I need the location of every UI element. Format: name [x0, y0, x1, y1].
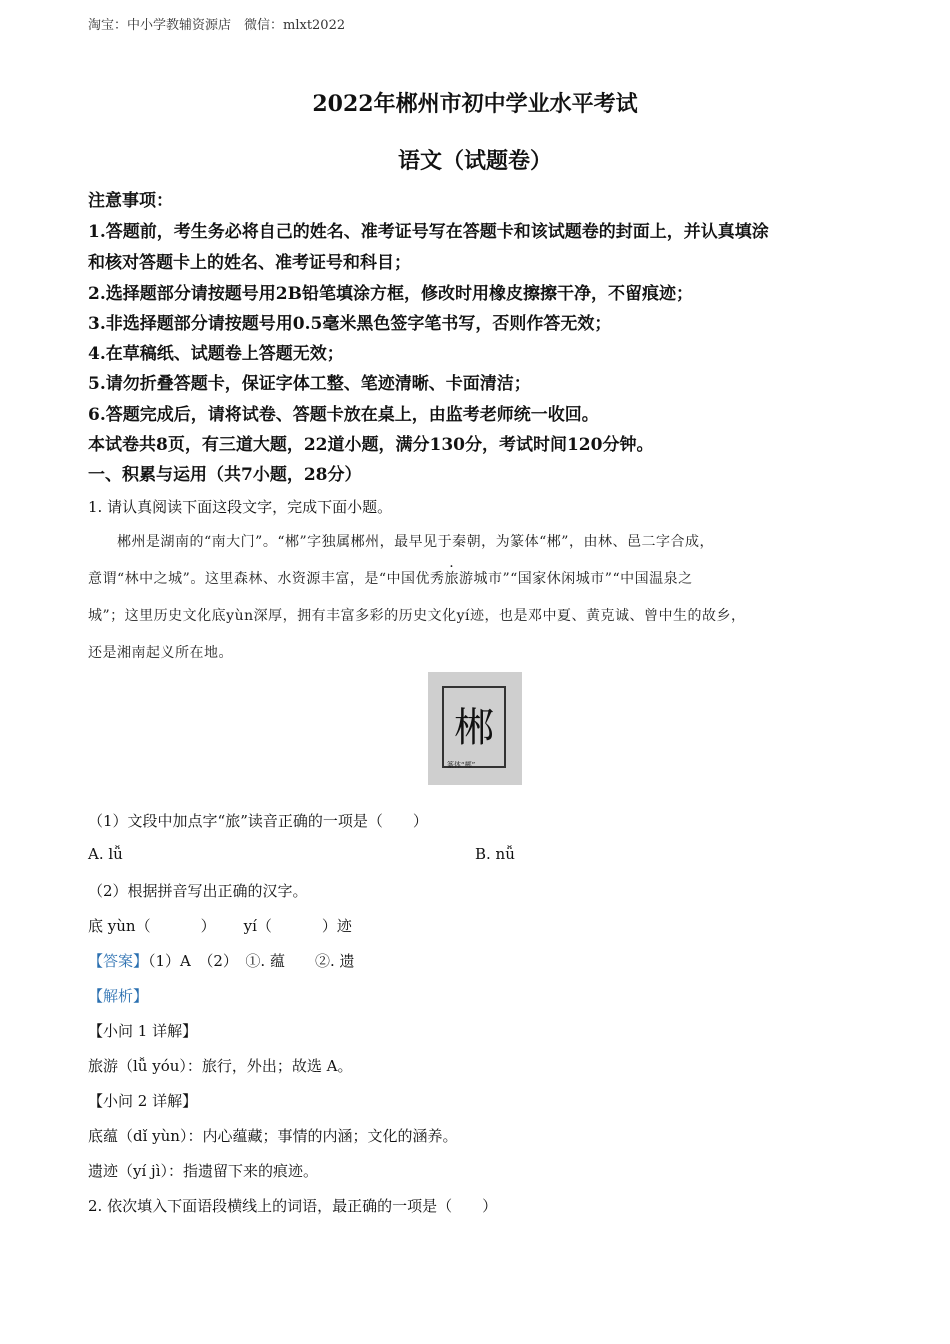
passage-line-2-part-a: 意谓“林中之城”。这里森林、水资源丰富，是“中国优秀 [88, 571, 445, 587]
detail-1-label: 【小问 1 详解】 [88, 1022, 198, 1040]
notice-item-6: 6.答题完成后，请将试卷、答题卡放在桌上，由监考老师统一收回。 [88, 405, 599, 425]
notice-heading: 注意事项： [88, 191, 173, 211]
notice-item-3: 3.非选择题部分请按题号用0.5毫米黑色签字笔书写，否则作答无效； [88, 314, 612, 334]
sub-question-1: （1）文段中加点字“旅”读音正确的一项是（ ） [88, 812, 428, 830]
detail-2-text-2: 遗迹（yí jì）：指遗留下来的痕迹。 [88, 1162, 318, 1180]
seal-caption: 篆体“郴” [447, 761, 476, 769]
page-header: 淘宝：中小学教辅资源店 微信：mlxt2022 [88, 18, 346, 33]
passage-line-2-part-b: 游城市”“国家休闲城市”“中国温泉之 [458, 571, 693, 587]
notice-item-1-cont: 和核对答题卡上的姓名、准考证号和科目； [88, 253, 411, 273]
passage-line-1: 郴州是湖南的“南大门”。“郴”字独属郴州，最早见于秦朝，为篆体“郴”，由林、邑二字合成， [88, 534, 714, 550]
notice-item-5: 5.请勿折叠答题卡，保证字体工整、笔迹清晰、卡面清洁； [88, 374, 531, 394]
notice-item-4: 4.在草稿纸、试题卷上答题无效； [88, 344, 344, 364]
seal-script-image [428, 672, 522, 785]
answer-label: 【答案】 [88, 952, 149, 970]
passage-line-2 [88, 568, 693, 588]
sub-question-2: （2）根据拼音写出正确的汉字。 [88, 882, 308, 900]
detail-2-text-1: 底蕴（dǐ yùn）：内心蕴藏；事情的内涵；文化的涵养。 [88, 1127, 458, 1145]
answer-text: （1）A （2） ①. 蕴 ②. 遗 [148, 952, 355, 970]
exam-summary: 本试卷共8页，有三道大题，22道小题，满分130分，考试时间120分钟。 [88, 435, 654, 455]
detail-2-label: 【小问 2 详解】 [88, 1092, 198, 1110]
fill-part-a: 底 yùn（ [88, 917, 151, 935]
exam-title: 2022年郴州市初中学业水平考试 [312, 91, 638, 117]
passage-line-4: 还是湘南起义所在地。 [88, 645, 233, 661]
option-a: A. lǚ [88, 845, 123, 863]
answer-line [88, 950, 355, 971]
option-b: B. nǚ [475, 845, 515, 863]
fill-part-d: ）迹 [321, 917, 352, 935]
seal-frame [442, 686, 506, 768]
passage-line-3: 城”；这里历史文化底yùn深厚，拥有丰富多彩的历史文化yí迹，也是邓中夏、黄克诚、曾中生的故乡， [88, 608, 746, 624]
section-heading: 一、积累与运用（共7小题，28分） [88, 465, 362, 485]
dotted-character: 旅 [444, 571, 459, 587]
fill-part-b: ） [200, 917, 216, 935]
question-2-stem: 2. 依次填入下面语段横线上的词语，最正确的一项是（ ） [88, 1197, 498, 1215]
notice-item-1: 1.答题前，考生务必将自己的姓名、准考证号写在答题卡和该试题卷的封面上，并认真填涂 [88, 222, 769, 242]
fill-part-c: yí（ [243, 917, 272, 935]
seal-character: 郴 [454, 705, 494, 751]
exam-subtitle: 语文（试题卷） [397, 148, 552, 174]
fill-in-line [88, 915, 352, 936]
notice-item-2: 2.选择题部分请按题号用2B铅笔填涂方框，修改时用橡皮擦擦干净，不留痕迹； [88, 284, 693, 304]
question-1-stem: 1. 请认真阅读下面这段文字，完成下面小题。 [88, 498, 393, 516]
analysis-label: 【解析】 [88, 987, 149, 1005]
detail-1-text: 旅游（lǚ yóu）：旅行，外出；故选 A。 [88, 1057, 353, 1075]
